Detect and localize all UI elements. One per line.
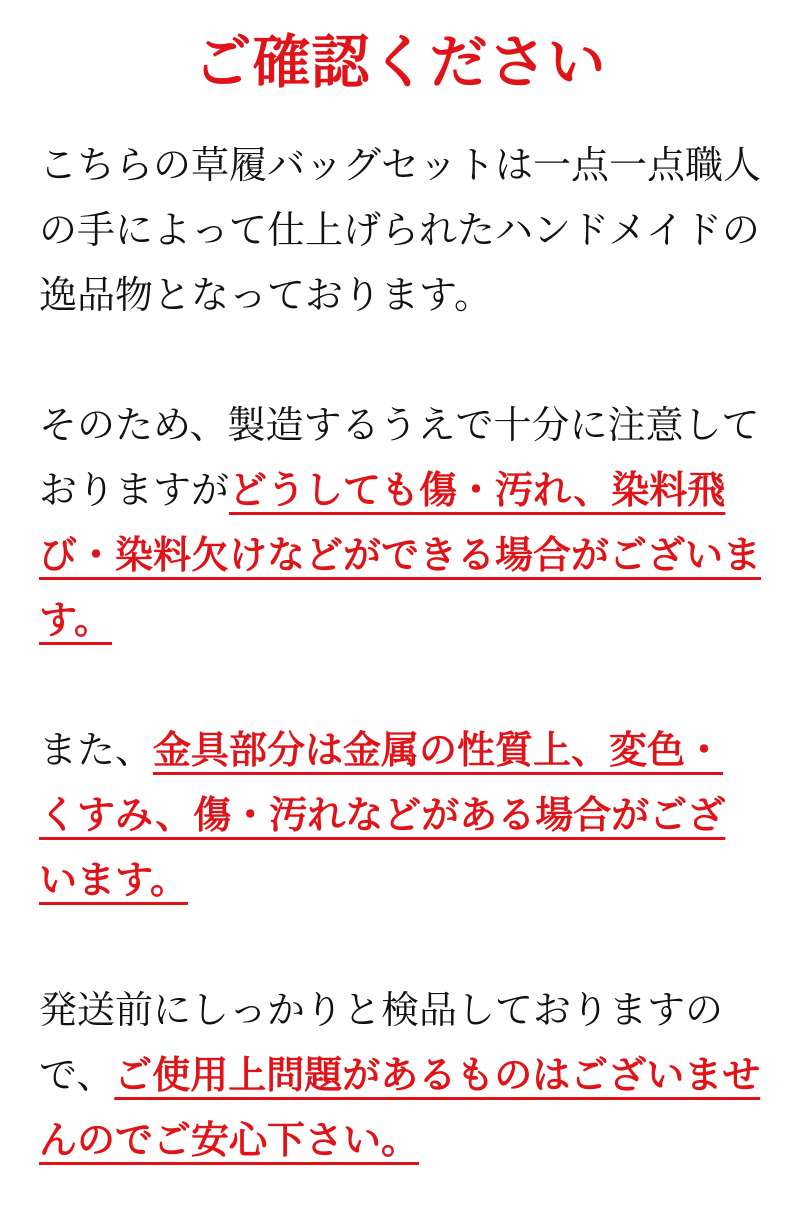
text-segment-care-note: そのため、製造するうえで十分に注意しておりますが: [39, 404, 760, 512]
notice-title: ご確認ください: [193, 30, 607, 95]
text-segment-flaw-warning: どうしても傷・汚れ、染料飛び・染料欠けなどができる場合がございます。: [39, 469, 762, 642]
paragraph-metal-parts: [39, 719, 761, 914]
text-segment-inspection: 発送前にしっかりと検品しておりますので、: [39, 989, 724, 1097]
paragraph-inspection-assurance: [39, 979, 761, 1174]
text-segment-handmade: こちらの草履バッグセットは一点一点職人の手によって仕上げられたハンドメイドの逸品物となっております。: [39, 144, 762, 317]
paragraph-manufacturing-flaws: [39, 394, 761, 654]
text-segment-metal-warning: 金具部分は金属の性質上、変色・くすみ、傷・汚れなどがある場合がございます。: [39, 729, 726, 902]
text-segment-also: また、: [39, 729, 154, 772]
paragraph-handmade-description: [39, 134, 761, 329]
text-segment-assurance: ご使用上問題があるものはございませんのでご安心下さい。: [39, 1054, 761, 1162]
